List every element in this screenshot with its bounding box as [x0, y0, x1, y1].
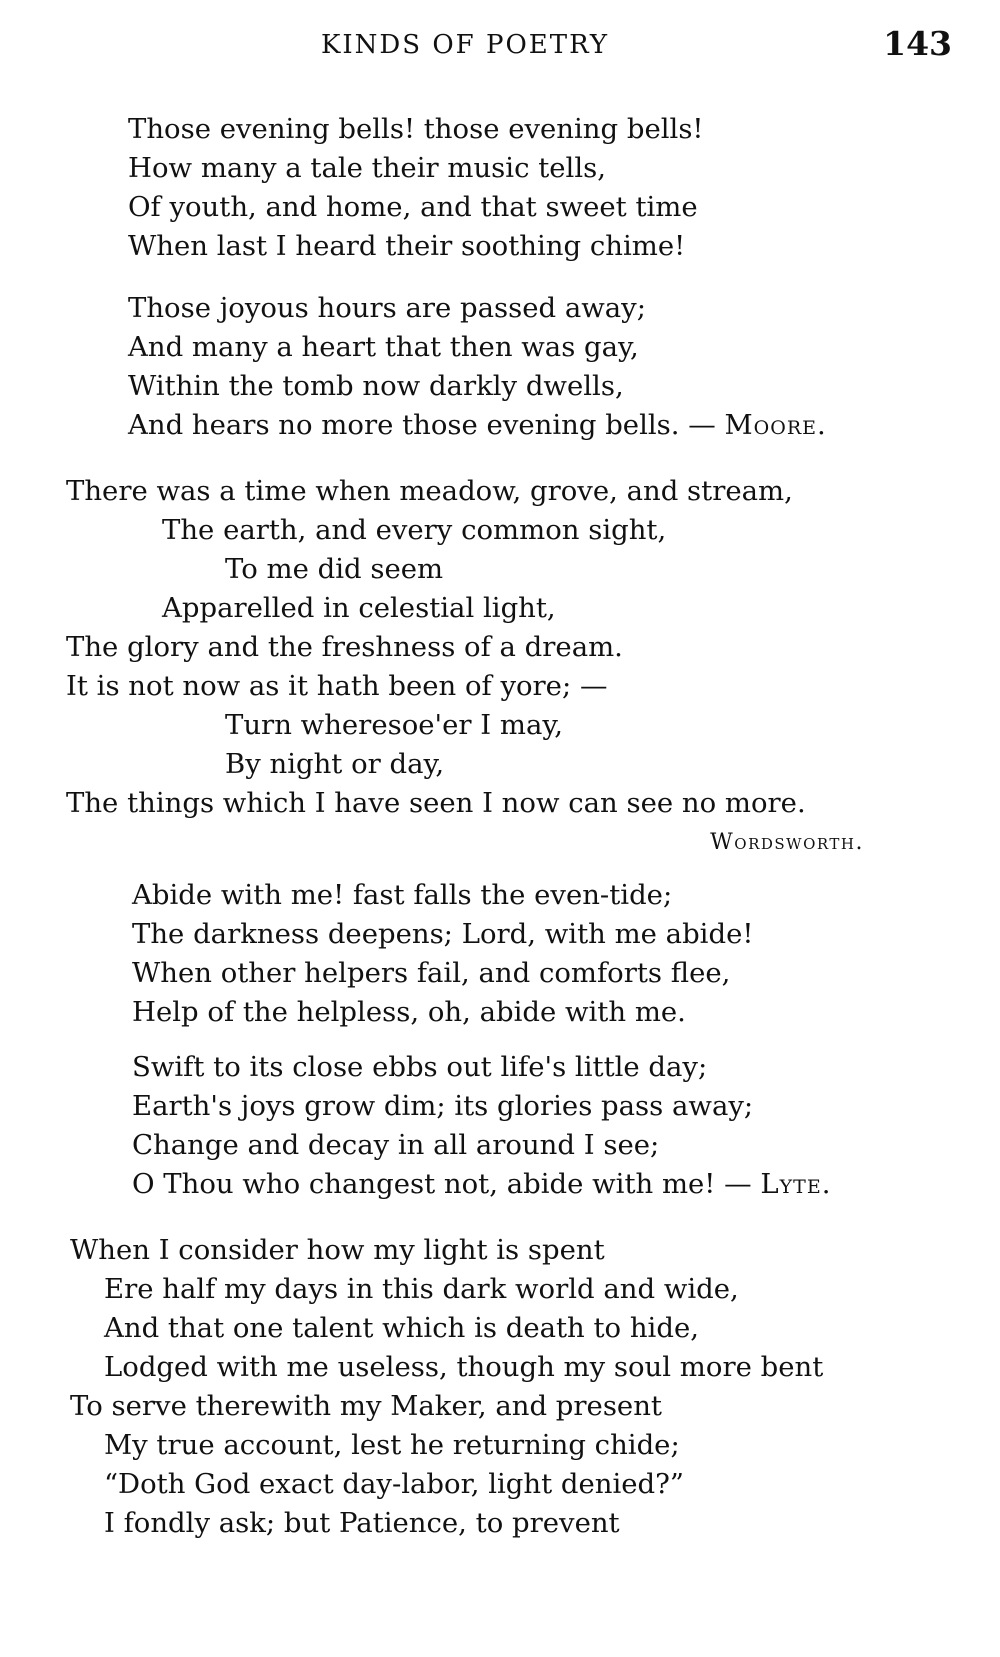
page-number: 143 — [883, 24, 952, 63]
verse-line: When I consider how my light is spent — [70, 1234, 605, 1266]
verse-line: And many a heart that then was gay, — [128, 331, 639, 363]
verse-line: The glory and the freshness of a dream. — [66, 631, 623, 663]
verse-line: The things which I have seen I now can see no more. — [66, 787, 806, 819]
verse-line: The darkness deepens; Lord, with me abide! — [132, 918, 754, 950]
author-attribution: Wordsworth. — [710, 830, 864, 855]
verse-line: By night or day, — [225, 748, 445, 780]
verse-line: Within the tomb now darkly dwells, — [128, 370, 624, 402]
verse-line: The earth, and every common sight, — [162, 514, 667, 546]
verse-line: Lodged with me useless, though my soul more bent — [104, 1351, 824, 1383]
verse-text: And hears no more those evening bells. — — [128, 409, 725, 441]
verse-line: There was a time when meadow, grove, and stream, — [66, 475, 793, 507]
verse-line: Swift to its close ebbs out life's little day; — [132, 1051, 708, 1083]
verse-line: Help of the helpless, oh, abide with me. — [132, 996, 686, 1028]
verse-line: Earth's joys grow dim; its glories pass away; — [132, 1090, 754, 1122]
verse-line: Abide with me! fast falls the even-tide; — [132, 879, 673, 911]
verse-line: Those evening bells! those evening bells! — [128, 113, 704, 145]
verse-line: It is not now as it hath been of yore; — — [66, 670, 608, 702]
verse-line: Ere half my days in this dark world and wide, — [104, 1273, 739, 1305]
verse-text: O Thou who changest not, abide with me! — — [132, 1168, 761, 1200]
verse-line: Turn wheresoe'er I may, — [225, 709, 563, 741]
verse-line: And that one talent which is death to hide, — [104, 1312, 699, 1344]
author-attribution: Lyte. — [760, 1168, 832, 1200]
verse-line-with-attribution — [128, 408, 827, 442]
verse-line: Those joyous hours are passed away; — [128, 292, 646, 324]
verse-line: Apparelled in celestial light, — [162, 592, 556, 624]
verse-line: Change and decay in all around I see; — [132, 1129, 660, 1161]
verse-line: When last I heard their soothing chime! — [128, 230, 686, 262]
verse-line: Of youth, and home, and that sweet time — [128, 191, 698, 223]
author-attribution: Moore. — [724, 409, 827, 441]
verse-line-with-attribution — [132, 1167, 831, 1201]
verse-line: “Doth God exact day-labor, light denied?” — [104, 1468, 684, 1500]
running-title: KINDS OF POETRY — [320, 30, 610, 60]
verse-line: When other helpers fail, and comforts flee, — [132, 957, 731, 989]
verse-line: How many a tale their music tells, — [128, 152, 607, 184]
verse-line: To me did seem — [225, 553, 444, 585]
verse-line: To serve therewith my Maker, and present — [70, 1390, 662, 1422]
verse-line: My true account, lest he returning chide; — [104, 1429, 680, 1461]
verse-line: I fondly ask; but Patience, to prevent — [104, 1507, 620, 1539]
